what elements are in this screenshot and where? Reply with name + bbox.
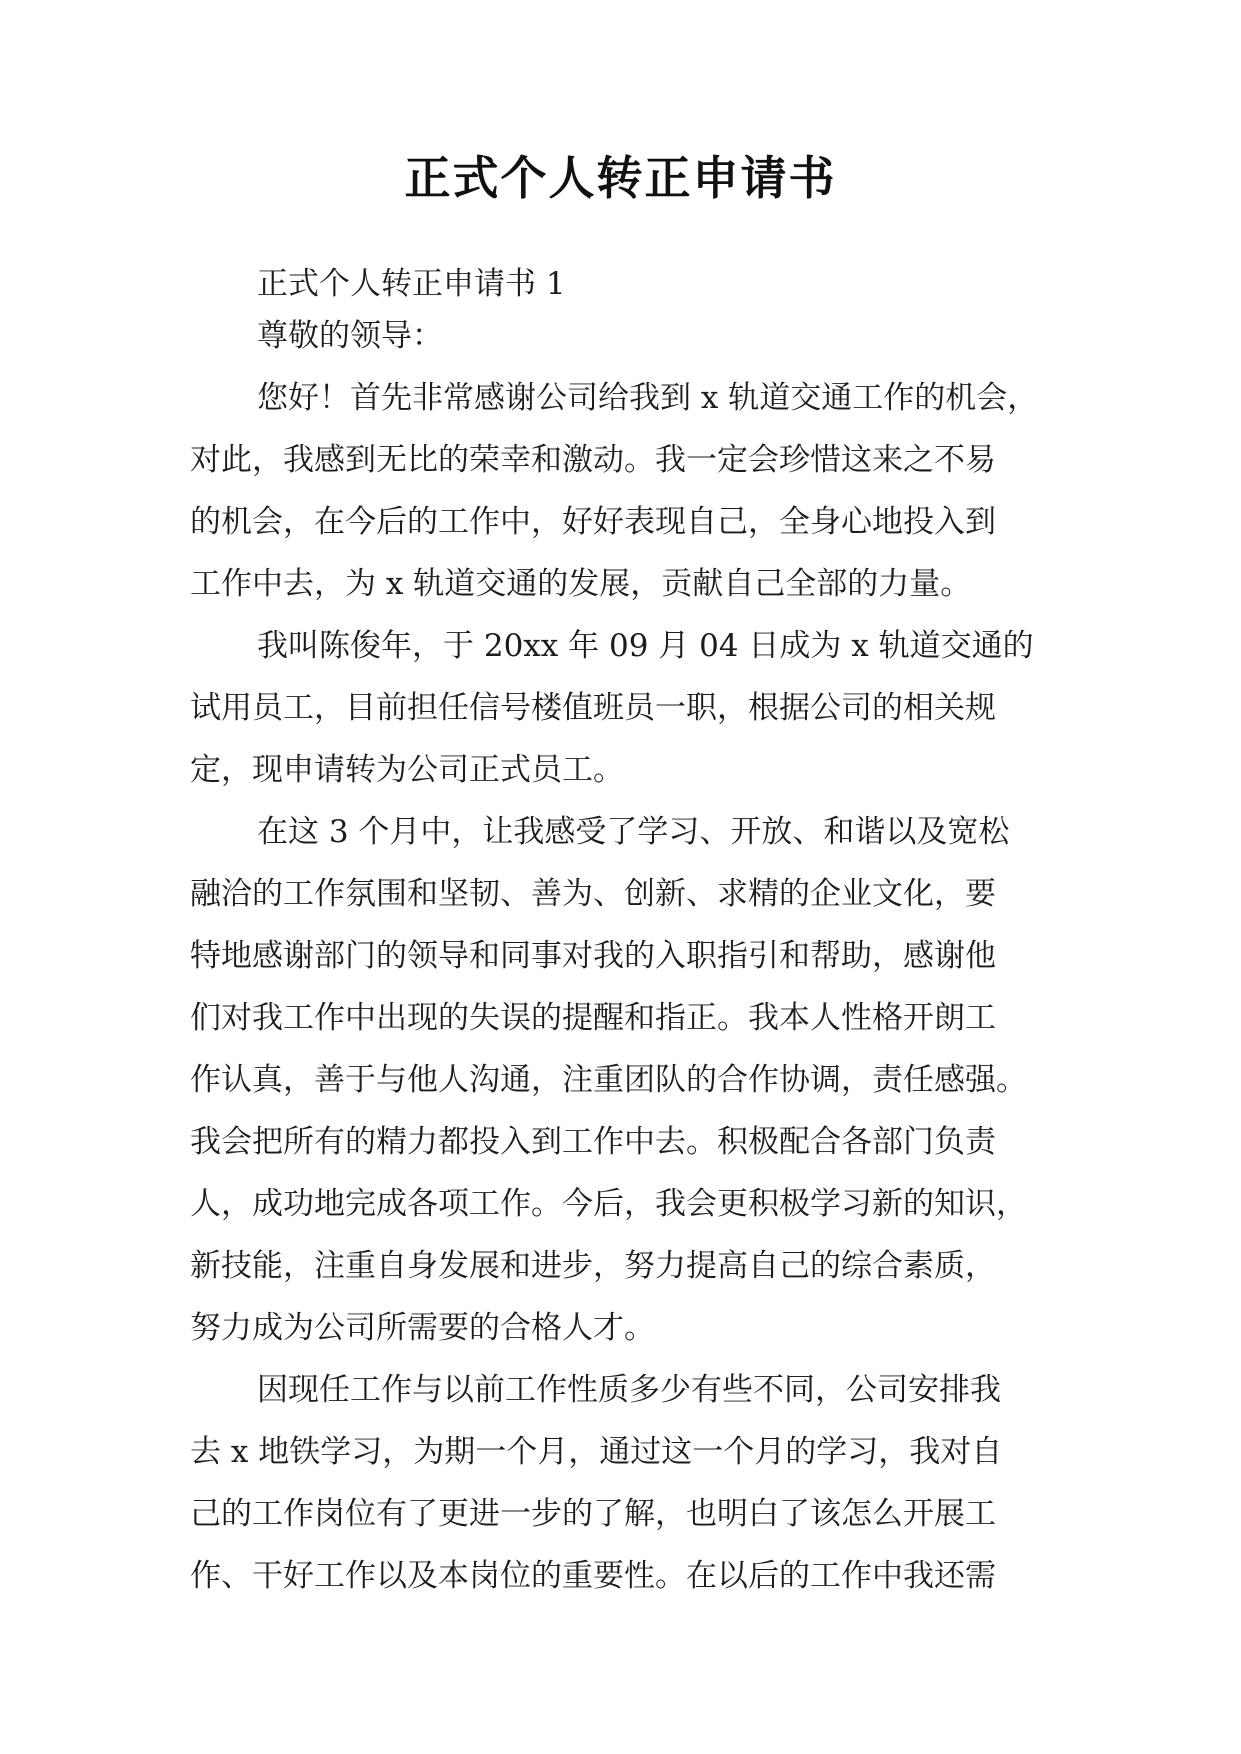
paragraph-3-line-8: 新技能，注重自身发展和进步，努力提高自己的综合素质， bbox=[190, 1248, 996, 1284]
paragraph-3-line-6: 我会把所有的精力都投入到工作中去。积极配合各部门负责 bbox=[190, 1124, 996, 1160]
paragraph-4-line-2: 去 x 地铁学习，为期一个月，通过这一个月的学习，我对自 bbox=[190, 1434, 1003, 1470]
paragraph-1-line-1: 您好！首先非常感谢公司给我到 x 轨道交通工作的机会， bbox=[257, 380, 1039, 416]
paragraph-3-line-2: 融洽的工作氛围和坚韧、善为、创新、求精的企业文化，要 bbox=[190, 876, 996, 912]
paragraph-4-line-4: 作、干好工作以及本岗位的重要性。在以后的工作中我还需 bbox=[190, 1558, 996, 1594]
paragraph-2-line-2: 试用员工，目前担任信号楼值班员一职，根据公司的相关规 bbox=[190, 690, 996, 726]
paragraph-4-line-3: 己的工作岗位有了更进一步的了解，也明白了该怎么开展工 bbox=[190, 1496, 996, 1532]
salutation-line: 尊敬的领导： bbox=[257, 318, 443, 354]
paragraph-3-line-4: 们对我工作中出现的失误的提醒和指正。我本人性格开朗工 bbox=[190, 1000, 996, 1036]
paragraph-1-line-2: 对此，我感到无比的荣幸和激动。我一定会珍惜这来之不易 bbox=[190, 442, 996, 478]
paragraph-4-line-1: 因现任工作与以前工作性质多少有些不同，公司安排我 bbox=[257, 1372, 1001, 1408]
paragraph-2-line-1: 我叫陈俊年，于 20xx 年 09 月 04 日成为 x 轨道交通的 bbox=[257, 628, 1034, 664]
paragraph-2-line-3: 定，现申请转为公司正式员工。 bbox=[190, 752, 624, 788]
document-title: 正式个人转正申请书 bbox=[404, 151, 837, 205]
paragraph-3-line-1: 在这 3 个月中，让我感受了学习、开放、和谐以及宽松 bbox=[257, 814, 1010, 850]
paragraph-3-line-7: 人，成功地完成各项工作。今后，我会更积极学习新的知识， bbox=[190, 1186, 1027, 1222]
paragraph-1-line-3: 的机会，在今后的工作中，好好表现自己，全身心地投入到 bbox=[190, 504, 996, 540]
paragraph-3-line-3: 特地感谢部门的领导和同事对我的入职指引和帮助，感谢他 bbox=[190, 938, 996, 974]
paragraph-3-line-9: 努力成为公司所需要的合格人才。 bbox=[190, 1310, 655, 1346]
subtitle-line: 正式个人转正申请书 1 bbox=[257, 266, 566, 302]
paragraph-3-line-5: 作认真，善于与他人沟通，注重团队的合作协调，责任感强。 bbox=[190, 1062, 1027, 1098]
paragraph-1-line-4: 工作中去，为 x 轨道交通的发展，贡献自己全部的力量。 bbox=[190, 566, 972, 602]
